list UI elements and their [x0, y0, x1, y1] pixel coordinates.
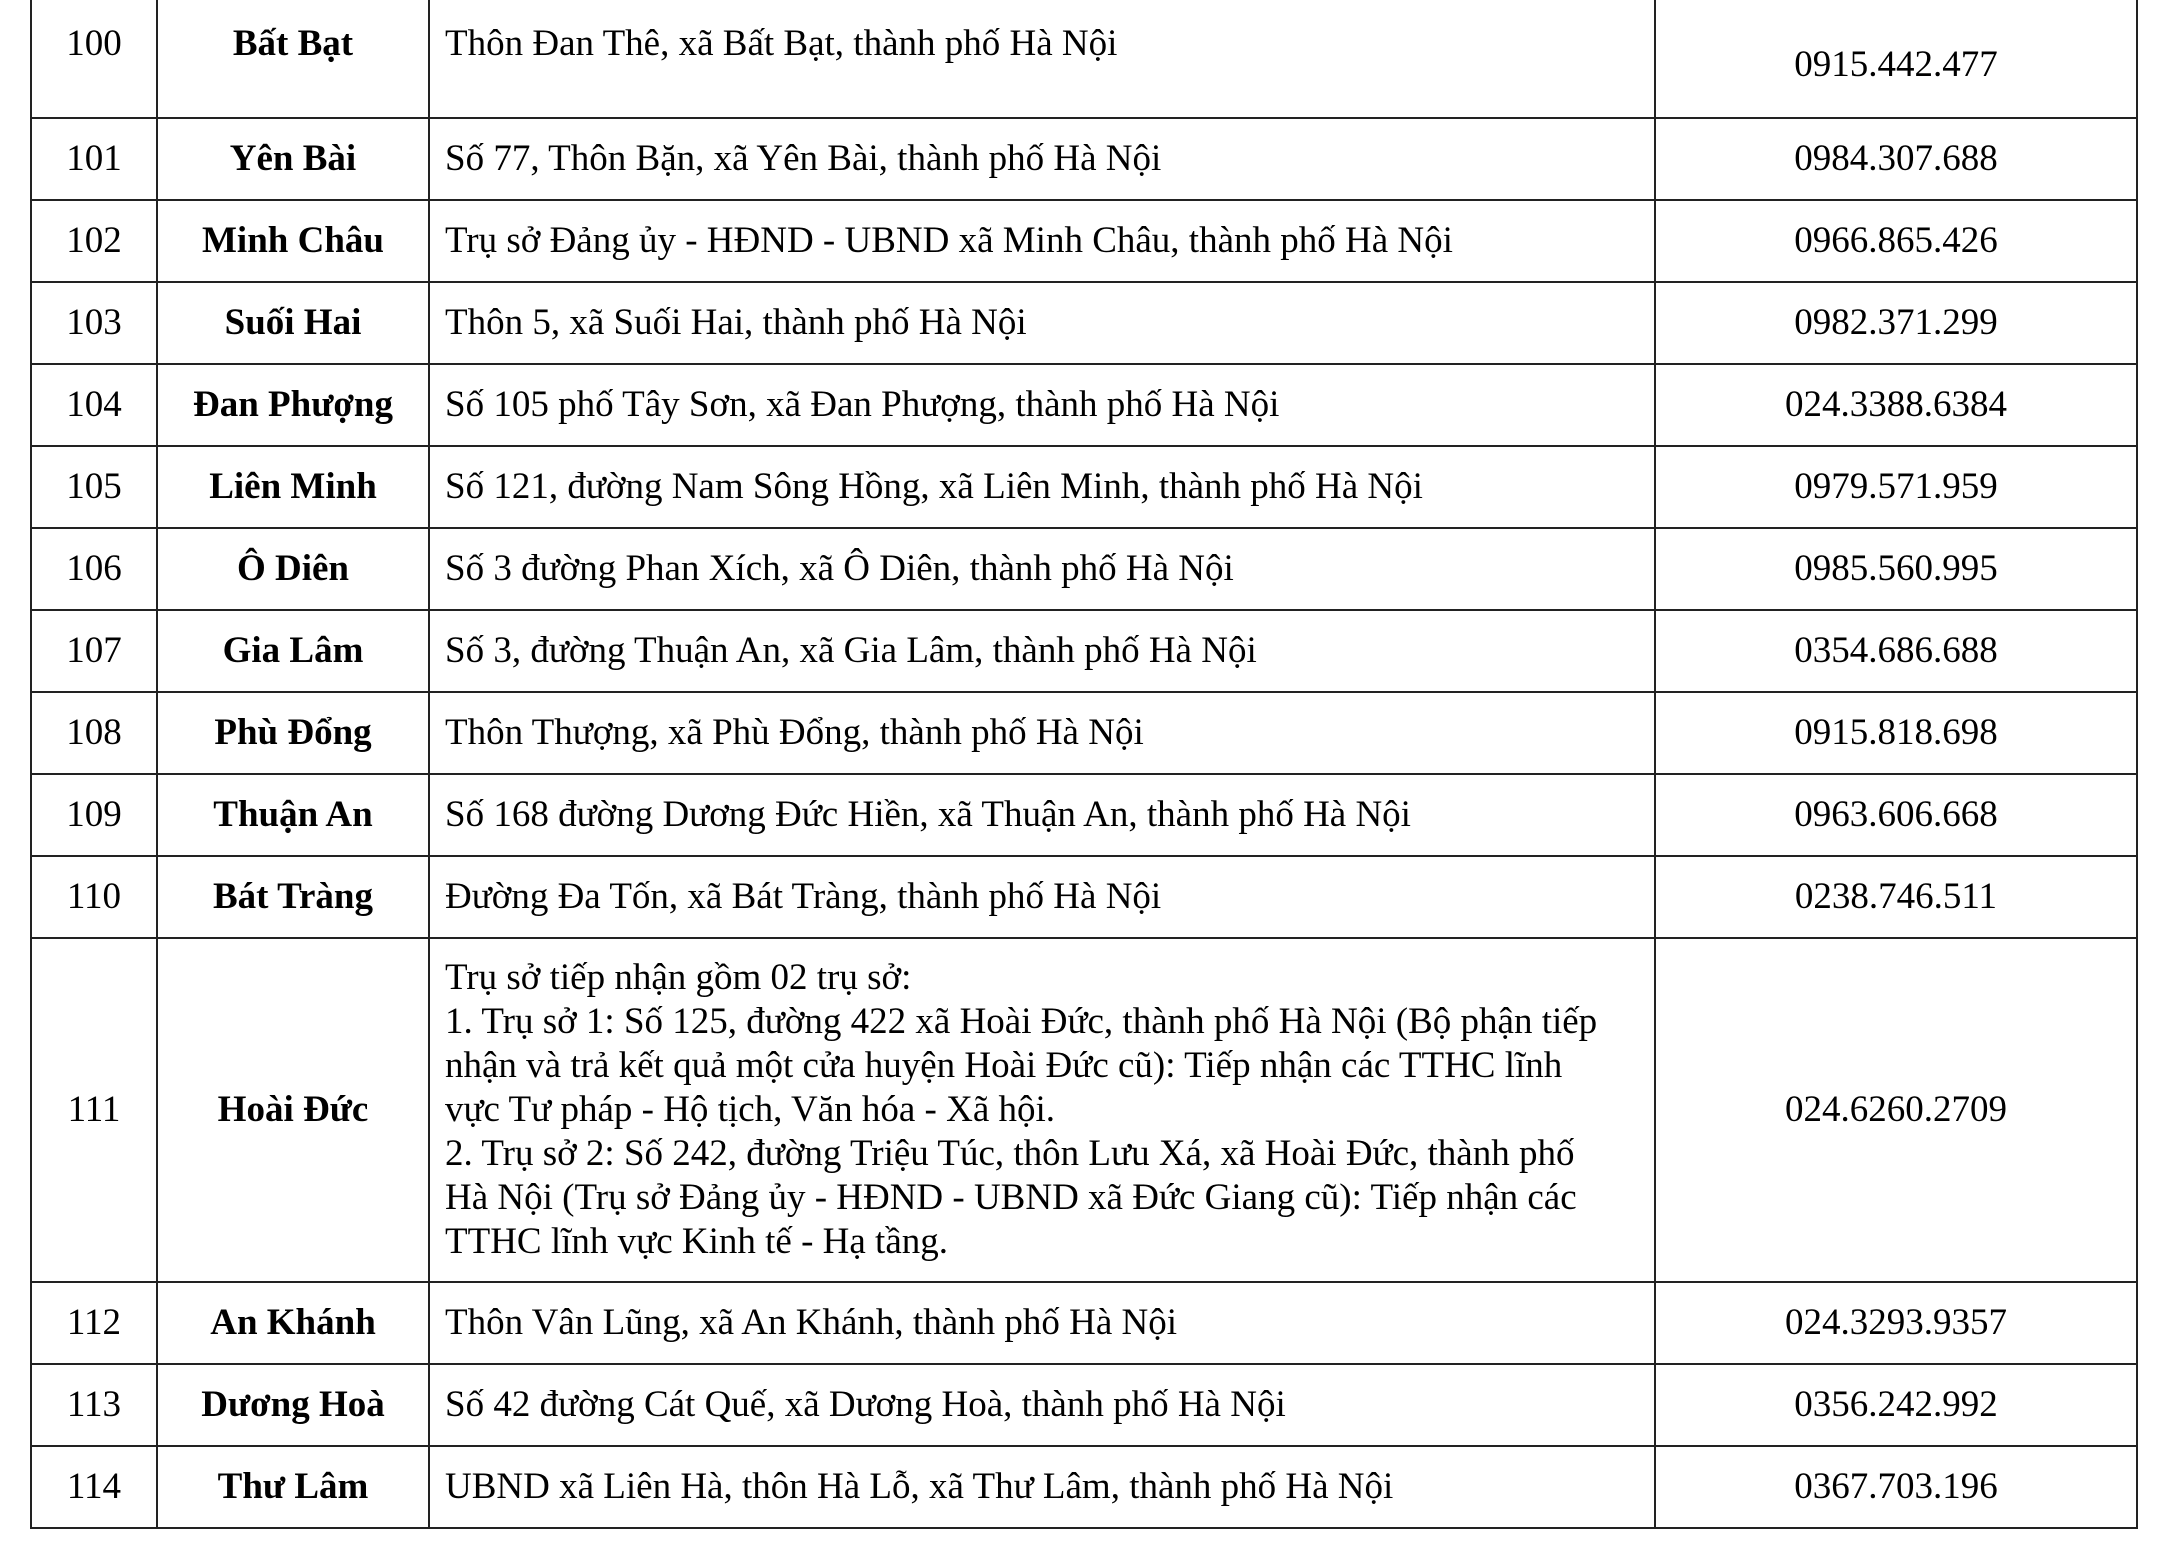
commune-name: Phù Đổng [157, 692, 429, 774]
commune-name: An Khánh [157, 1282, 429, 1364]
commune-name: Gia Lâm [157, 610, 429, 692]
phone-number: 0915.818.698 [1655, 692, 2137, 774]
table-row [31, 0, 2137, 118]
table-row [31, 774, 2137, 856]
commune-name: Thư Lâm [157, 1446, 429, 1528]
table-row [31, 1282, 2137, 1364]
commune-name: Liên Minh [157, 446, 429, 528]
table-body [31, 0, 2137, 1528]
commune-name: Thuận An [157, 774, 429, 856]
address-line: Số 3 đường Phan Xích, xã Ô Diên, thành phố Hà Nội [445, 548, 1234, 589]
row-number: 108 [31, 692, 157, 774]
row-number: 105 [31, 446, 157, 528]
phone-number: 024.3293.9357 [1655, 1282, 2137, 1364]
address-line: Số 168 đường Dương Đức Hiền, xã Thuận An, thành phố Hà Nội [445, 794, 1411, 835]
address-line: Trụ sở Đảng ủy - HĐND - UBND xã Minh Châu, thành phố Hà Nội [445, 220, 1453, 261]
office-address [429, 692, 1655, 774]
phone-number: 0238.746.511 [1655, 856, 2137, 938]
address-line: Thôn Vân Lũng, xã An Khánh, thành phố Hà Nội [445, 1302, 1178, 1343]
address-line: Trụ sở tiếp nhận gồm 02 trụ sở: [445, 957, 912, 998]
phone-number: 0985.560.995 [1655, 528, 2137, 610]
phone-number: 024.6260.2709 [1655, 938, 2137, 1282]
commune-name: Bát Tràng [157, 856, 429, 938]
table-row [31, 856, 2137, 938]
address-line: TTHC lĩnh vực Kinh tế - Hạ tầng. [445, 1221, 949, 1262]
office-address [429, 1282, 1655, 1364]
commune-name: Minh Châu [157, 200, 429, 282]
office-address [429, 610, 1655, 692]
phone-number: 0963.606.668 [1655, 774, 2137, 856]
table-row [31, 1446, 2137, 1528]
address-line: Thôn Đan Thê, xã Bất Bạt, thành phố Hà Nội [445, 23, 1118, 64]
office-address [429, 200, 1655, 282]
office-address [429, 1364, 1655, 1446]
commune-name: Hoài Đức [157, 938, 429, 1282]
table-row [31, 1364, 2137, 1446]
row-number: 109 [31, 774, 157, 856]
row-number: 104 [31, 364, 157, 446]
commune-name: Suối Hai [157, 282, 429, 364]
office-address [429, 938, 1655, 1282]
commune-name: Đan Phượng [157, 364, 429, 446]
phone-number: 0982.371.299 [1655, 282, 2137, 364]
row-number: 103 [31, 282, 157, 364]
office-address [429, 364, 1655, 446]
table-row [31, 446, 2137, 528]
row-number: 107 [31, 610, 157, 692]
office-address [429, 0, 1655, 118]
table-row [31, 528, 2137, 610]
row-number: 102 [31, 200, 157, 282]
commune-name: Ô Diên [157, 528, 429, 610]
phone-number: 024.3388.6384 [1655, 364, 2137, 446]
address-line: 2. Trụ sở 2: Số 242, đường Triệu Túc, thôn Lưu Xá, xã Hoài Đức, thành phố [445, 1133, 1575, 1174]
address-line: vực Tư pháp - Hộ tịch, Văn hóa - Xã hội. [445, 1089, 1056, 1130]
phone-number: 0979.571.959 [1655, 446, 2137, 528]
phone-number: 0915.442.477 [1655, 0, 2137, 118]
address-line: Số 42 đường Cát Quế, xã Dương Hoà, thành phố Hà Nội [445, 1384, 1286, 1425]
row-number: 114 [31, 1446, 157, 1528]
phone-number: 0984.307.688 [1655, 118, 2137, 200]
table-row [31, 610, 2137, 692]
address-line: Số 121, đường Nam Sông Hồng, xã Liên Minh, thành phố Hà Nội [445, 466, 1423, 507]
table-row [31, 118, 2137, 200]
row-number: 113 [31, 1364, 157, 1446]
table-row [31, 938, 2137, 1282]
address-line: Số 77, Thôn Bặn, xã Yên Bài, thành phố Hà Nội [445, 138, 1162, 179]
table-row [31, 692, 2137, 774]
commune-name: Dương Hoà [157, 1364, 429, 1446]
phone-number: 0354.686.688 [1655, 610, 2137, 692]
office-address [429, 118, 1655, 200]
address-line: Số 105 phố Tây Sơn, xã Đan Phượng, thành phố Hà Nội [445, 384, 1280, 425]
office-address [429, 528, 1655, 610]
row-number: 111 [31, 938, 157, 1282]
office-address [429, 856, 1655, 938]
phone-number: 0367.703.196 [1655, 1446, 2137, 1528]
commune-office-table [30, 0, 2138, 1529]
phone-number: 0356.242.992 [1655, 1364, 2137, 1446]
row-number: 101 [31, 118, 157, 200]
office-address [429, 1446, 1655, 1528]
address-line: Thôn 5, xã Suối Hai, thành phố Hà Nội [445, 302, 1027, 343]
address-line: Số 3, đường Thuận An, xã Gia Lâm, thành phố Hà Nội [445, 630, 1257, 671]
row-number: 112 [31, 1282, 157, 1364]
row-number: 100 [31, 0, 157, 118]
row-number: 110 [31, 856, 157, 938]
commune-name: Bất Bạt [157, 0, 429, 118]
commune-name: Yên Bài [157, 118, 429, 200]
address-line: Hà Nội (Trụ sở Đảng ủy - HĐND - UBND xã Đức Giang cũ): Tiếp nhận các [445, 1177, 1577, 1218]
address-line: Thôn Thượng, xã Phù Đổng, thành phố Hà Nội [445, 712, 1144, 753]
office-address [429, 774, 1655, 856]
table-row [31, 200, 2137, 282]
row-number: 106 [31, 528, 157, 610]
table-row [31, 364, 2137, 446]
address-line: Đường Đa Tốn, xã Bát Tràng, thành phố Hà Nội [445, 876, 1162, 917]
address-line: UBND xã Liên Hà, thôn Hà Lỗ, xã Thư Lâm, thành phố Hà Nội [445, 1466, 1394, 1507]
address-line: 1. Trụ sở 1: Số 125, đường 422 xã Hoài Đức, thành phố Hà Nội (Bộ phận tiếp [445, 1001, 1598, 1042]
phone-number: 0966.865.426 [1655, 200, 2137, 282]
office-address [429, 282, 1655, 364]
table-row [31, 282, 2137, 364]
address-line: nhận và trả kết quả một cửa huyện Hoài Đức cũ): Tiếp nhận các TTHC lĩnh [445, 1045, 1563, 1086]
office-address [429, 446, 1655, 528]
